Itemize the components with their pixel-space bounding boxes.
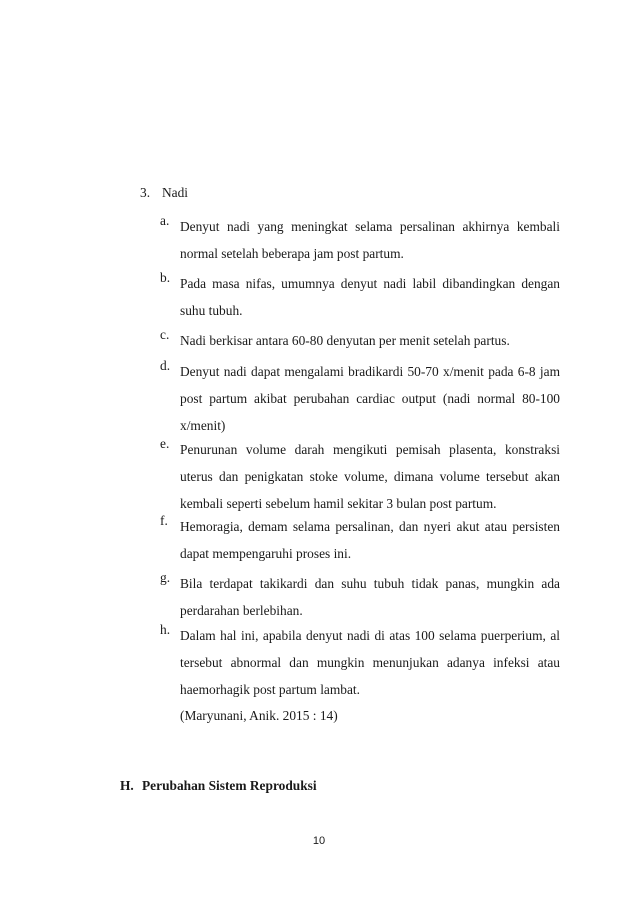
list-text-line: x/menit) <box>180 418 226 433</box>
list-text-line: tersebut abnormal dan mungkin menunjukan adanya infeksi atau <box>180 655 560 670</box>
list-marker: e. <box>160 436 170 451</box>
list-marker: h. <box>160 622 171 637</box>
section-title: Nadi <box>162 185 189 200</box>
list-text-line: Penurunan volume darah mengikuti pemisah plasenta, konstraksi <box>180 442 560 457</box>
subsection-heading <box>120 772 317 799</box>
heading-text: Perubahan Sistem Reproduksi <box>142 778 317 793</box>
list-text-line: Denyut nadi yang meningkat selama persalinan akhirnya kembali <box>180 219 560 234</box>
heading-letter: H. <box>120 778 134 793</box>
list-text-line: Denyut nadi dapat mengalami bradikardi 50-70 x/menit pada 6-8 jam <box>180 364 560 379</box>
list-marker: g. <box>160 570 171 585</box>
list-text-line: haemorhagik post partum lambat. <box>180 682 360 697</box>
list-marker: f. <box>160 513 168 528</box>
list-text-line: post partum akibat perubahan cardiac output (nadi normal 80-100 <box>180 391 560 406</box>
list-text-line: Nadi berkisar antara 60-80 denyutan per menit setelah partus. <box>180 333 510 348</box>
list-marker: c. <box>160 327 170 342</box>
list-text-line: normal setelah beberapa jam post partum. <box>180 246 404 261</box>
page-number: 10 <box>312 835 326 847</box>
list-text-line: Bila terdapat takikardi dan suhu tubuh tidak panas, mungkin ada <box>180 576 560 591</box>
list-marker: b. <box>160 270 171 285</box>
list-text-line: suhu tubuh. <box>180 303 243 318</box>
list-text-line: dapat mempengaruhi proses ini. <box>180 546 352 561</box>
list-text-line: uterus dan penigkatan stoke volume, dimana volume tersebut akan <box>180 469 560 484</box>
list-marker: d. <box>160 358 171 373</box>
list-marker: a. <box>160 213 170 228</box>
citation: (Maryunani, Anik. 2015 : 14) <box>180 708 338 723</box>
list-text-line: Dalam hal ini, apabila denyut nadi di atas 100 selama puerperium, al <box>180 628 560 643</box>
list-text-line: Pada masa nifas, umumnya denyut nadi labil dibandingkan dengan <box>180 276 560 291</box>
list-text-line: perdarahan berlebihan. <box>180 603 303 618</box>
list-text-line: kembali seperti sebelum hamil sekitar 3 bulan post partum. <box>180 496 497 511</box>
section-number: 3. <box>140 185 151 200</box>
list-text-line: Hemoragia, demam selama persalinan, dan nyeri akut atau persisten <box>180 519 560 534</box>
